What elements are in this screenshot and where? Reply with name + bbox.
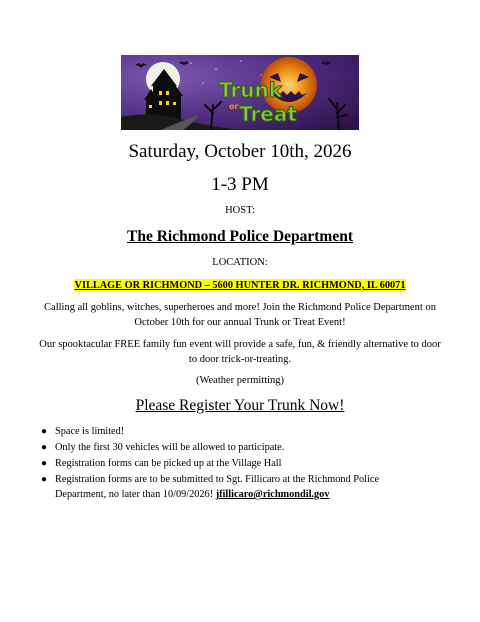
trunk-or-treat-banner [121,55,359,130]
logo-text-trunk: Trunk [219,78,283,102]
bullet-icon: ● [41,442,48,453]
contact-email-link[interactable]: jfillicaro@richmondil.gov [215,489,330,500]
event-date: Saturday, October 10th, 2026 [128,141,352,162]
location-label: LOCATION: [212,257,268,268]
event-time: 1-3 PM [211,174,269,195]
description-paragraph: Our spooktacular FREE family fun event will provide a safe, fun, & friendly alternative to door to door trick-or-treating. [39,339,441,365]
intro-paragraph: Calling all goblins, witches, superheroes and more! Join the Richmond Police Department on October 10th for our annual Trunk or Treat Event! [44,302,436,328]
location-address: VILLAGE OR RICHMOND – 5600 HUNTER DR. RICHMOND, IL 60071 [74,280,406,291]
weather-note: (Weather permitting) [195,375,285,386]
list-item: ● Only the first 30 vehicles will be allowed to participate. [41,442,285,453]
bullet-icon: ● [41,426,48,437]
host-name: The Richmond Police Department [126,228,353,245]
logo-text-treat: Treat [239,102,297,126]
logo-text-or: or [229,102,239,111]
host-label: HOST: [225,205,255,216]
list-item: ● Registration forms can be picked up at the Village Hall [41,458,282,469]
list-item: ● Space is limited! [41,426,125,437]
register-heading: Please Register Your Trunk Now! [135,397,345,414]
bullet-icon: ● [41,458,48,469]
registration-list [38,424,418,503]
bullet-icon: ● [41,474,48,485]
location-address-row [0,277,480,292]
list-item: ● Registration forms are to be submitted to Sgt. Fillicaro at the Richmond Police Department, no later than 10/09/2026! jfillicaro@richmondil.gov [41,474,380,500]
halloween-scene-image [121,55,359,130]
